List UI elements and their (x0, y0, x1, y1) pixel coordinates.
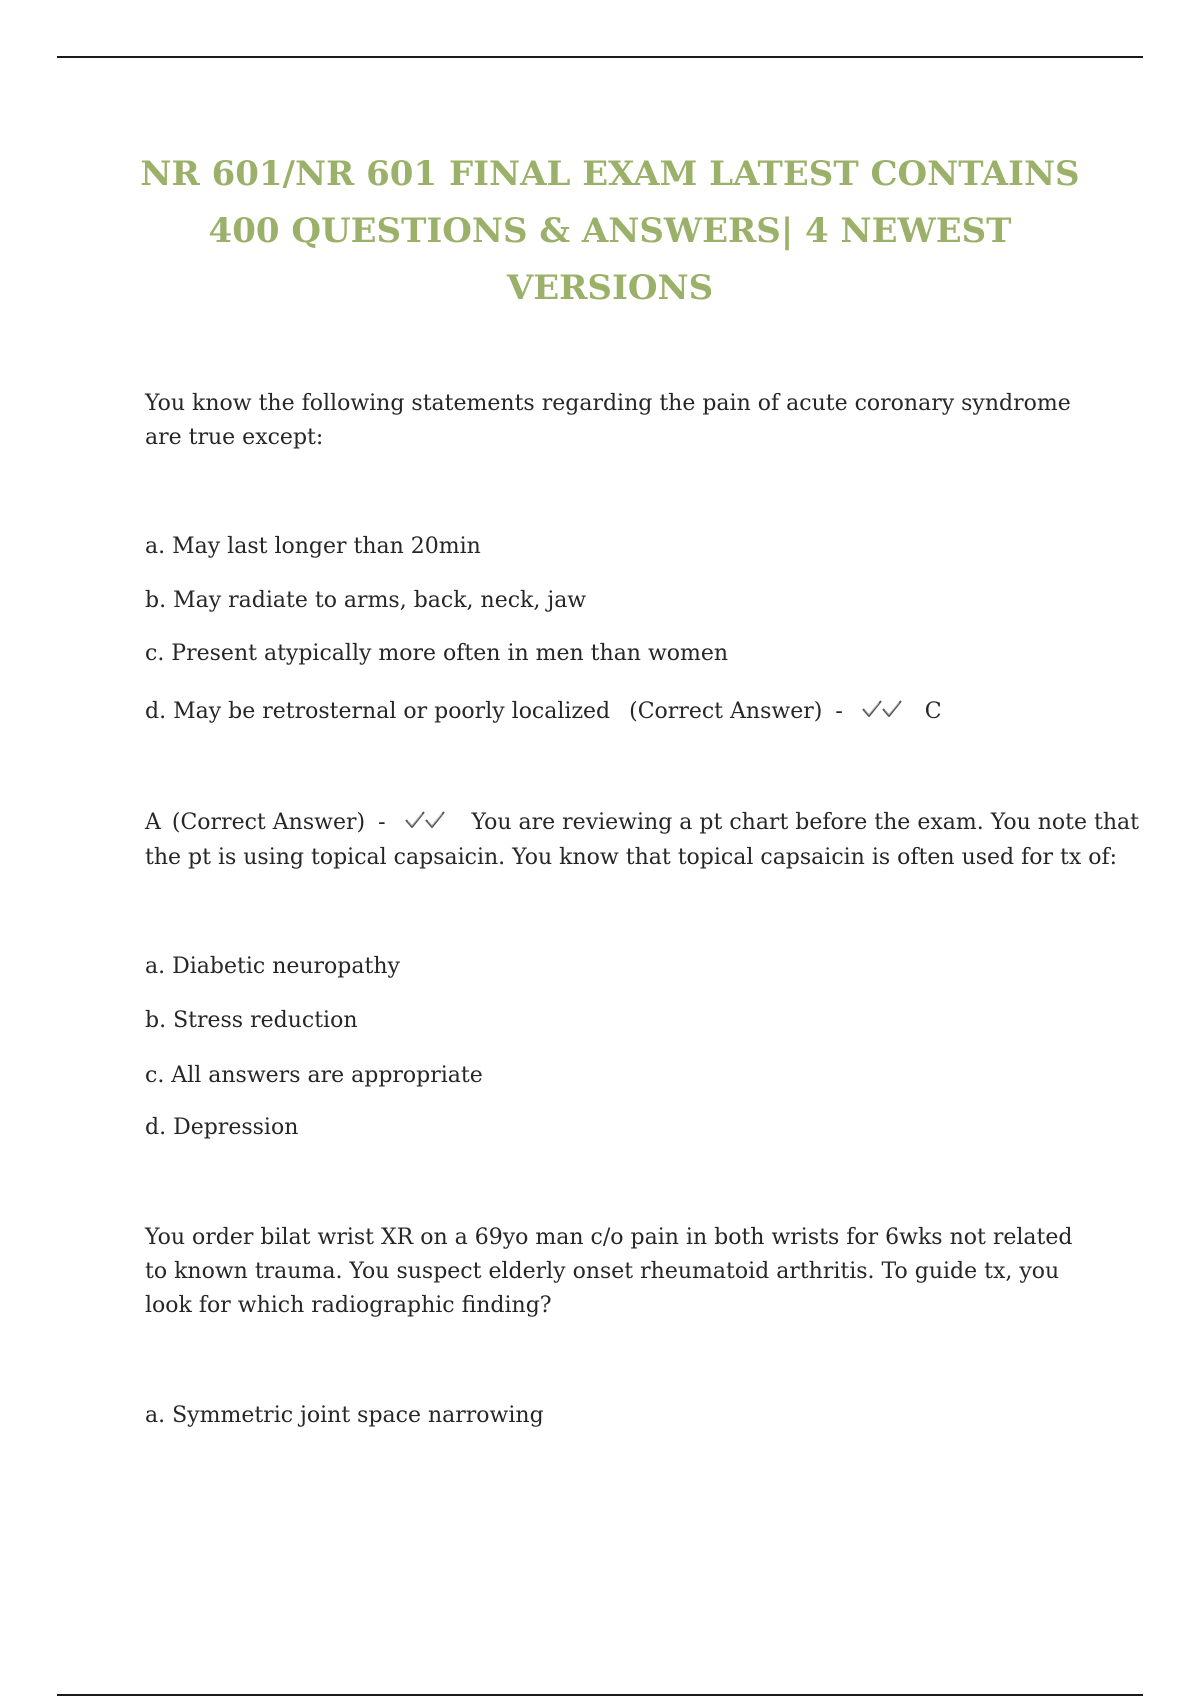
answer-dash: - (378, 810, 386, 835)
question-2-option-c: c. All answers are appropriate (145, 1063, 483, 1088)
correct-answer-label: (Correct Answer) (629, 699, 823, 724)
document-title (120, 146, 1100, 317)
question-2-answer-row (145, 808, 1139, 840)
correct-answer-label: (Correct Answer) (171, 810, 366, 835)
header-rule (57, 56, 1143, 58)
question-1-option-d-row (145, 697, 1095, 729)
question-3-option-a: a. Symmetric joint space narrowing (145, 1403, 544, 1428)
question-1-option-a: a. May last longer than 20min (145, 534, 481, 559)
double-check-icon (403, 809, 449, 840)
correct-answer-value: C (924, 699, 942, 724)
title-line: 400 QUESTIONS & ANSWERS| 4 NEWEST (208, 211, 1012, 251)
question-2-stem-second: the pt is using topical capsaicin. You know that topical capsaicin is often used for tx of: (145, 845, 1118, 870)
answer-dash: - (835, 699, 843, 724)
question-3-stem: You order bilat wrist XR on a 69yo man c/o pain in both wrists for 6wks not related to known trauma. You suspect elderly onset rheumatoid arthritis. To guide tx, you look for which radiographic finding? (145, 1225, 1073, 1318)
title-line: NR 601/NR 601 FINAL EXAM LATEST CONTAINS (140, 154, 1080, 194)
previous-answer-letter: A (145, 810, 161, 835)
question-2-option-d: d. Depression (145, 1115, 299, 1140)
question-2-option-b: b. Stress reduction (145, 1008, 358, 1033)
question-1-option-d: d. May be retrosternal or poorly localized (145, 699, 611, 724)
question-1-option-b: b. May radiate to arms, back, neck, jaw (145, 588, 587, 613)
question-1-option-c: c. Present atypically more often in men than women (145, 641, 729, 666)
double-check-icon (860, 698, 906, 729)
title-line: VERSIONS (506, 268, 714, 308)
question-2-stem-first: You are reviewing a pt chart before the exam. You note that (471, 810, 1139, 835)
question-1-stem: You know the following statements regarding the pain of acute coronary syndrome are true except: (145, 391, 1071, 450)
footer-rule (57, 1694, 1143, 1696)
question-2-option-a: a. Diabetic neuropathy (145, 954, 400, 979)
